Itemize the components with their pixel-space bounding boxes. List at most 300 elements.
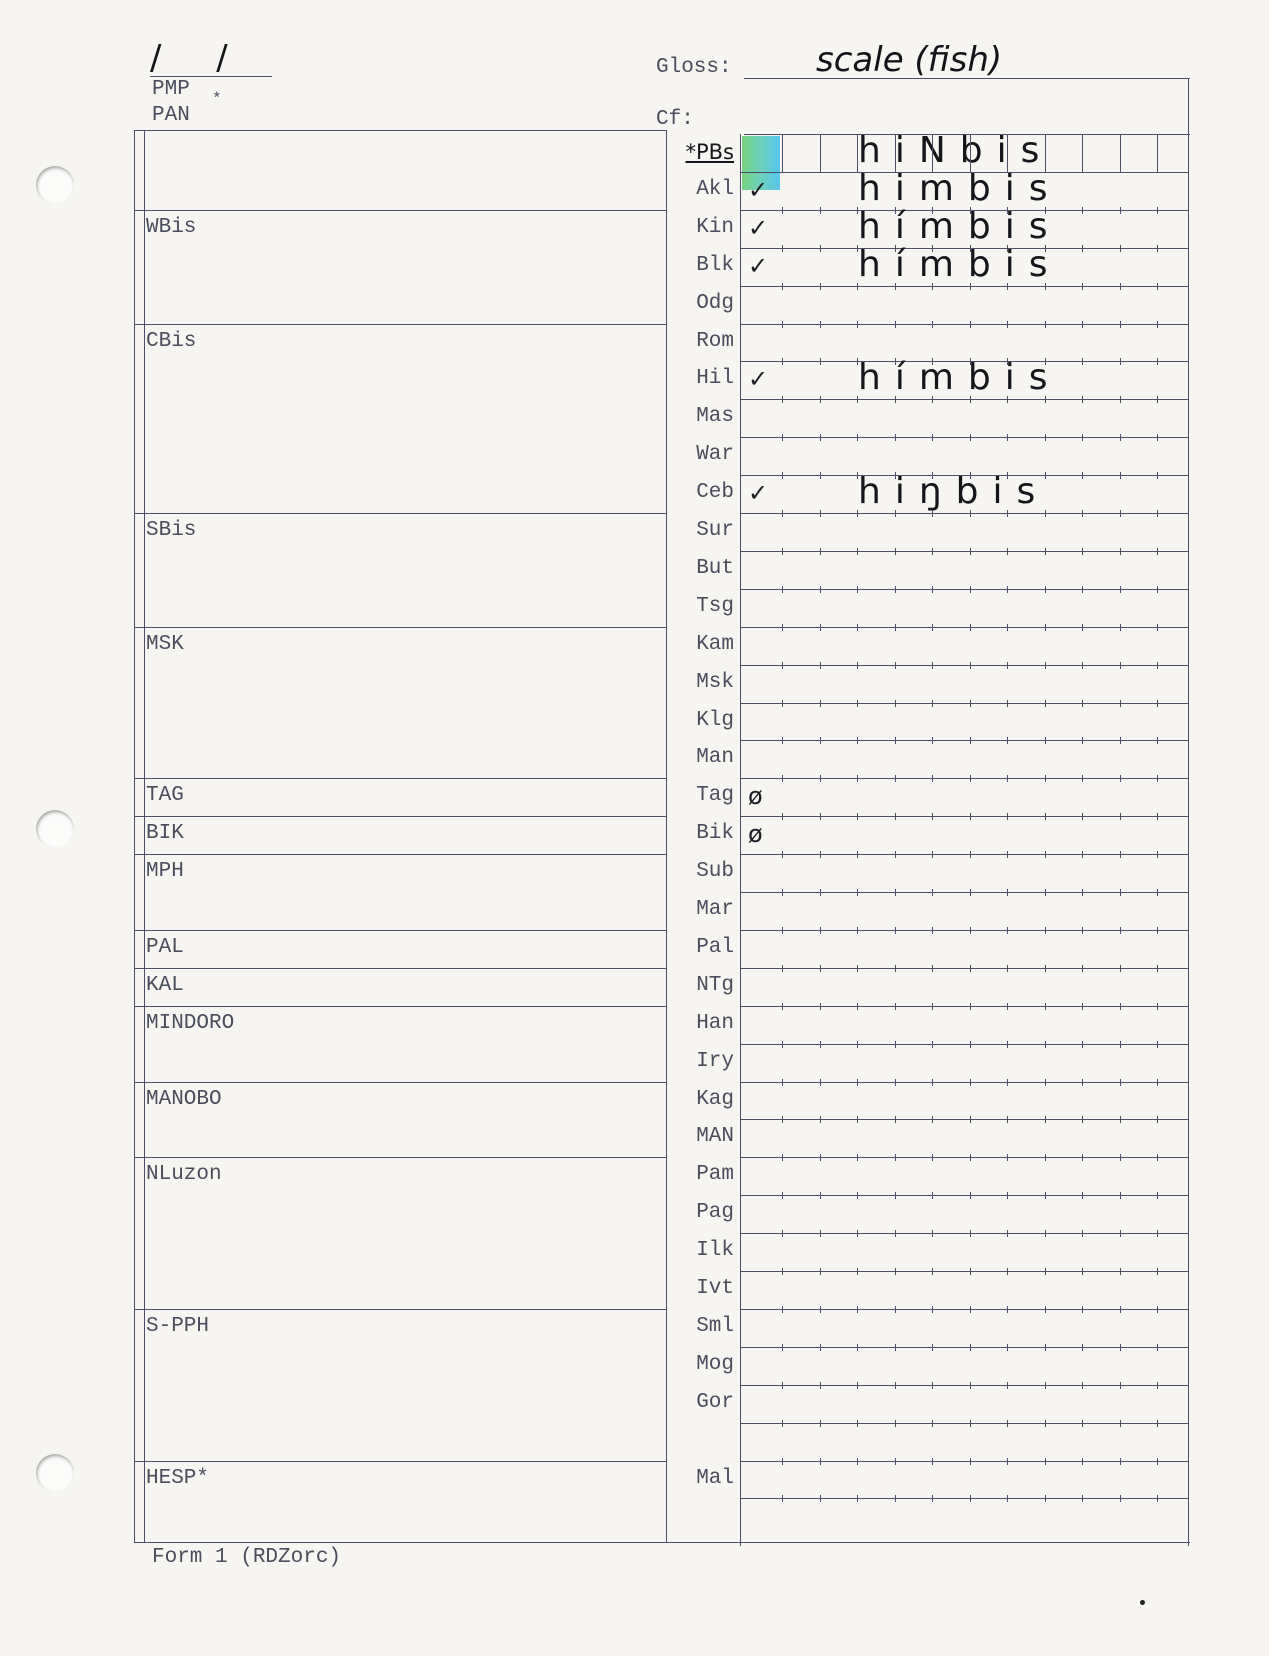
grid-tick bbox=[895, 1154, 896, 1161]
group-separator bbox=[134, 627, 666, 628]
row-code: Gor bbox=[696, 1390, 734, 1414]
row-line bbox=[740, 1044, 1188, 1045]
grid-tick bbox=[1082, 1420, 1083, 1427]
grid-tick bbox=[1082, 586, 1083, 593]
grid-tick bbox=[820, 737, 821, 744]
grid-tick bbox=[1082, 1192, 1083, 1199]
grid-tick bbox=[857, 1079, 858, 1086]
grid-tick bbox=[1045, 662, 1046, 669]
row-line bbox=[740, 892, 1188, 893]
row-code: Blk bbox=[696, 253, 734, 277]
grid-tick bbox=[1120, 1495, 1121, 1502]
grid-tick bbox=[1082, 1154, 1083, 1161]
grid-tick bbox=[1007, 1268, 1008, 1275]
grid-tick bbox=[1157, 358, 1158, 365]
grid-tick bbox=[1120, 134, 1121, 172]
gloss-line bbox=[744, 78, 1190, 79]
group-separator bbox=[134, 210, 666, 211]
grid-tick bbox=[932, 1154, 933, 1161]
grid-tick bbox=[970, 548, 971, 555]
cf-box-right bbox=[1188, 78, 1189, 134]
grid-tick bbox=[895, 283, 896, 290]
grid-tick bbox=[782, 1268, 783, 1275]
grid-tick bbox=[932, 662, 933, 669]
group-separator bbox=[134, 1006, 666, 1007]
grid-tick bbox=[1157, 245, 1158, 252]
row-form: hiŋbis bbox=[858, 471, 1050, 513]
grid-tick bbox=[782, 245, 783, 252]
row-code: But bbox=[696, 556, 734, 580]
row-line bbox=[740, 930, 1188, 931]
row-code: NTg bbox=[696, 973, 734, 997]
grid-tick bbox=[820, 700, 821, 707]
grid-tick bbox=[820, 245, 821, 252]
row-code: Klg bbox=[696, 708, 734, 732]
grid-tick bbox=[782, 624, 783, 631]
grid-tick bbox=[1120, 1306, 1121, 1313]
grid-tick bbox=[782, 1116, 783, 1123]
grid-tick bbox=[820, 624, 821, 631]
row-code: Kin bbox=[696, 215, 734, 239]
grid-tick bbox=[895, 889, 896, 896]
grid-tick bbox=[932, 1344, 933, 1351]
grid-tick bbox=[1007, 1420, 1008, 1427]
grid-tick bbox=[1045, 283, 1046, 290]
grid-tick bbox=[1157, 396, 1158, 403]
grid-tick bbox=[1007, 1154, 1008, 1161]
grid-tick bbox=[1082, 358, 1083, 365]
grid-tick bbox=[782, 1382, 783, 1389]
grid-tick bbox=[782, 1041, 783, 1048]
grid-tick bbox=[782, 1306, 783, 1313]
grid-tick bbox=[1045, 927, 1046, 934]
grid-tick bbox=[1007, 965, 1008, 972]
grid-tick bbox=[1082, 1116, 1083, 1123]
group-separator bbox=[134, 1157, 666, 1158]
row-line bbox=[740, 1347, 1188, 1348]
grid-tick bbox=[820, 1420, 821, 1427]
grid-tick bbox=[1007, 1495, 1008, 1502]
row-code: Odg bbox=[696, 291, 734, 315]
grid-tick bbox=[1120, 700, 1121, 707]
grid-tick bbox=[970, 1116, 971, 1123]
grid-tick bbox=[1120, 965, 1121, 972]
row-form: hímbis bbox=[858, 243, 1062, 285]
grid-tick bbox=[895, 737, 896, 744]
grid-tick bbox=[970, 1192, 971, 1199]
grid-tick bbox=[1157, 586, 1158, 593]
date-underline bbox=[150, 76, 272, 77]
grid-tick bbox=[857, 662, 858, 669]
grid-tick bbox=[895, 1116, 896, 1123]
grid-tick bbox=[782, 813, 783, 820]
group-label: MSK bbox=[146, 632, 184, 656]
row-line bbox=[740, 703, 1188, 704]
grid-tick bbox=[782, 510, 783, 517]
grid-tick bbox=[1045, 1079, 1046, 1086]
group-label: BIK bbox=[146, 822, 184, 846]
grid-tick bbox=[1007, 851, 1008, 858]
grid-tick bbox=[1045, 737, 1046, 744]
grid-tick bbox=[782, 1079, 783, 1086]
grid-tick bbox=[895, 1344, 896, 1351]
grid-tick bbox=[1157, 662, 1158, 669]
grid-tick bbox=[1007, 510, 1008, 517]
group-label: WBis bbox=[146, 215, 197, 239]
grid-tick bbox=[1007, 1458, 1008, 1465]
row-code: *PBs bbox=[685, 140, 734, 164]
grid-tick bbox=[1045, 586, 1046, 593]
grid-tick bbox=[1007, 1230, 1008, 1237]
grid-tick bbox=[932, 737, 933, 744]
grid-tick bbox=[932, 283, 933, 290]
grid-tick bbox=[1157, 1041, 1158, 1048]
group-label: MPH bbox=[146, 860, 184, 884]
grid-tick bbox=[1045, 1382, 1046, 1389]
grid-tick bbox=[1082, 700, 1083, 707]
left-panel-inner bbox=[144, 130, 145, 1542]
row-line bbox=[740, 1082, 1188, 1083]
grid-tick bbox=[820, 1116, 821, 1123]
grid-tick bbox=[1120, 1268, 1121, 1275]
grid-tick bbox=[1007, 1306, 1008, 1313]
row-mark: ✓ bbox=[748, 175, 769, 204]
grid-tick bbox=[820, 965, 821, 972]
row-line bbox=[740, 968, 1188, 969]
row-line bbox=[740, 740, 1188, 741]
grid-tick bbox=[1045, 965, 1046, 972]
row-line bbox=[740, 665, 1188, 666]
grid-tick bbox=[782, 321, 783, 328]
grid-tick bbox=[1157, 1306, 1158, 1313]
grid-tick bbox=[895, 1382, 896, 1389]
grid-tick bbox=[1045, 1230, 1046, 1237]
row-mark: ✓ bbox=[748, 213, 769, 242]
grid-tick bbox=[1007, 1192, 1008, 1199]
row-mark: ø bbox=[748, 820, 763, 849]
grid-tick bbox=[1157, 283, 1158, 290]
grid-tick bbox=[1082, 548, 1083, 555]
grid-tick bbox=[857, 1306, 858, 1313]
grid-tick bbox=[1157, 1495, 1158, 1502]
grid-tick bbox=[932, 1306, 933, 1313]
grid-tick bbox=[1120, 662, 1121, 669]
grid-tick bbox=[1157, 775, 1158, 782]
grid-tick bbox=[1157, 134, 1158, 172]
date-marks: / / bbox=[150, 38, 250, 78]
row-mark: ✓ bbox=[748, 251, 769, 280]
grid-tick bbox=[932, 396, 933, 403]
group-label: MINDORO bbox=[146, 1011, 235, 1035]
grid-tick bbox=[895, 851, 896, 858]
grid-tick bbox=[1157, 1079, 1158, 1086]
grid-tick bbox=[857, 1041, 858, 1048]
grid-tick bbox=[970, 624, 971, 631]
grid-tick bbox=[895, 321, 896, 328]
grid-tick bbox=[1157, 700, 1158, 707]
row-code: Ivt bbox=[696, 1277, 734, 1300]
code-column-right bbox=[740, 134, 741, 1546]
grid-tick bbox=[1120, 1458, 1121, 1465]
grid-tick bbox=[1082, 1230, 1083, 1237]
grid-tick bbox=[1045, 1116, 1046, 1123]
row-line bbox=[740, 399, 1188, 400]
grid-tick bbox=[970, 1154, 971, 1161]
row-code: Akl bbox=[696, 177, 734, 201]
grid-tick bbox=[1120, 813, 1121, 820]
grid-tick bbox=[932, 1116, 933, 1123]
grid-tick bbox=[895, 1041, 896, 1048]
grid-tick bbox=[970, 965, 971, 972]
grid-tick bbox=[895, 1079, 896, 1086]
gloss-value: scale (fish) bbox=[816, 40, 1003, 80]
grid-tick bbox=[820, 775, 821, 782]
grid-tick bbox=[1045, 510, 1046, 517]
group-label: PAL bbox=[146, 935, 184, 959]
row-code: Ceb bbox=[696, 481, 734, 505]
grid-tick bbox=[857, 700, 858, 707]
grid-tick bbox=[857, 737, 858, 744]
row-code: Iry bbox=[696, 1049, 734, 1073]
grid-tick bbox=[970, 1268, 971, 1275]
grid-tick bbox=[932, 700, 933, 707]
grid-tick bbox=[970, 434, 971, 441]
grid-tick bbox=[970, 1079, 971, 1086]
grid-tick bbox=[1007, 1079, 1008, 1086]
row-line bbox=[740, 1006, 1188, 1007]
grid-tick bbox=[782, 548, 783, 555]
grid-tick bbox=[932, 548, 933, 555]
group-separator bbox=[134, 1082, 666, 1083]
grid-tick bbox=[1157, 207, 1158, 214]
grid-tick bbox=[820, 396, 821, 403]
left-panel-outer bbox=[134, 130, 135, 1542]
grid-tick bbox=[1007, 548, 1008, 555]
grid-tick bbox=[1007, 283, 1008, 290]
grid-tick bbox=[895, 662, 896, 669]
grid-tick bbox=[1157, 472, 1158, 479]
group-separator bbox=[134, 324, 666, 325]
grid-tick bbox=[1045, 1306, 1046, 1313]
grid-tick bbox=[970, 1420, 971, 1427]
grid-tick bbox=[1120, 321, 1121, 328]
grid-tick bbox=[1120, 851, 1121, 858]
grid-tick bbox=[782, 927, 783, 934]
row-line bbox=[740, 589, 1188, 590]
grid-tick bbox=[1045, 134, 1046, 172]
grid-tick bbox=[970, 1230, 971, 1237]
row-line bbox=[740, 513, 1188, 514]
grid-tick bbox=[857, 775, 858, 782]
grid-tick bbox=[970, 1003, 971, 1010]
grid-tick bbox=[932, 1420, 933, 1427]
group-separator bbox=[134, 930, 666, 931]
grid-tick bbox=[820, 358, 821, 365]
grid-tick bbox=[857, 434, 858, 441]
group-separator bbox=[134, 1309, 666, 1310]
grid-tick bbox=[820, 1458, 821, 1465]
grid-tick bbox=[895, 927, 896, 934]
grid-tick bbox=[1082, 283, 1083, 290]
grid-tick bbox=[782, 700, 783, 707]
grid-tick bbox=[1120, 434, 1121, 441]
grid-tick bbox=[1157, 624, 1158, 631]
grid-tick bbox=[1157, 1420, 1158, 1427]
grid-tick bbox=[782, 1154, 783, 1161]
row-mark: ø bbox=[748, 782, 763, 811]
grid-tick bbox=[857, 851, 858, 858]
row-code: Mar bbox=[696, 898, 734, 921]
group-label: HESP* bbox=[146, 1466, 210, 1490]
grid-tick bbox=[1120, 889, 1121, 896]
grid-tick bbox=[820, 1079, 821, 1086]
grid-tick bbox=[1045, 548, 1046, 555]
grid-tick bbox=[1007, 700, 1008, 707]
grid-tick bbox=[1045, 434, 1046, 441]
row-line bbox=[740, 551, 1188, 552]
group-separator bbox=[134, 778, 666, 779]
row-line bbox=[740, 286, 1188, 287]
grid-tick bbox=[1045, 775, 1046, 782]
row-code: Han bbox=[696, 1011, 734, 1035]
grid-tick bbox=[895, 396, 896, 403]
grid-tick bbox=[820, 1192, 821, 1199]
grid-tick bbox=[1082, 851, 1083, 858]
grid-tick bbox=[782, 358, 783, 365]
row-mark: ✓ bbox=[748, 479, 769, 508]
grid-tick bbox=[895, 775, 896, 782]
grid-tick bbox=[857, 510, 858, 517]
grid-tick bbox=[932, 1041, 933, 1048]
row-line bbox=[740, 1461, 1188, 1462]
row-line bbox=[740, 816, 1188, 817]
grid-tick bbox=[895, 1458, 896, 1465]
grid-tick bbox=[820, 548, 821, 555]
grid-tick bbox=[1157, 927, 1158, 934]
grid-tick bbox=[932, 965, 933, 972]
grid-tick bbox=[1007, 737, 1008, 744]
group-label: KAL bbox=[146, 973, 184, 997]
grid-tick bbox=[1157, 1344, 1158, 1351]
grid-tick bbox=[895, 1192, 896, 1199]
grid-tick bbox=[857, 813, 858, 820]
grid-tick bbox=[970, 321, 971, 328]
row-line bbox=[740, 778, 1188, 779]
row-line bbox=[740, 1498, 1188, 1499]
form-label: Form 1 (RDZorc) bbox=[152, 1546, 342, 1569]
grid-tick bbox=[1045, 1154, 1046, 1161]
group-separator bbox=[134, 1461, 666, 1462]
grid-tick bbox=[1082, 927, 1083, 934]
row-code: Man bbox=[696, 746, 734, 770]
grid-tick bbox=[1045, 1344, 1046, 1351]
grid-tick bbox=[970, 283, 971, 290]
row-code: Bik bbox=[696, 822, 734, 846]
grid-tick bbox=[1120, 207, 1121, 214]
grid-tick bbox=[1157, 965, 1158, 972]
grid-tick bbox=[1045, 1495, 1046, 1502]
grid-tick bbox=[820, 1268, 821, 1275]
grid-tick bbox=[932, 813, 933, 820]
grid-tick bbox=[895, 624, 896, 631]
grid-tick bbox=[1082, 889, 1083, 896]
grid-tick bbox=[1082, 1306, 1083, 1313]
grid-tick bbox=[1120, 1382, 1121, 1389]
group-label: SBis bbox=[146, 519, 197, 542]
pmp-label: PMP bbox=[152, 78, 190, 101]
grid-tick bbox=[1157, 548, 1158, 555]
grid-tick bbox=[1120, 283, 1121, 290]
grid-tick bbox=[970, 737, 971, 744]
grid-tick bbox=[1007, 1003, 1008, 1010]
grid-tick bbox=[782, 775, 783, 782]
row-code: Mog bbox=[696, 1352, 734, 1376]
asterisk: * bbox=[212, 90, 222, 108]
group-separator bbox=[134, 854, 666, 855]
group-label: MANOBO bbox=[146, 1087, 222, 1111]
grid-tick bbox=[1120, 1154, 1121, 1161]
grid-tick bbox=[782, 965, 783, 972]
row-code: Kag bbox=[696, 1087, 734, 1111]
row-code: Mas bbox=[696, 405, 734, 429]
grid-tick bbox=[1045, 396, 1046, 403]
grid-tick bbox=[857, 1154, 858, 1161]
grid-tick bbox=[932, 1382, 933, 1389]
grid-tick bbox=[820, 134, 821, 172]
grid-tick bbox=[970, 1344, 971, 1351]
grid-tick bbox=[820, 1230, 821, 1237]
grid-tick bbox=[1045, 813, 1046, 820]
grid-tick bbox=[932, 927, 933, 934]
grid-tick bbox=[1157, 1458, 1158, 1465]
grid-tick bbox=[857, 134, 858, 172]
grid-tick bbox=[1157, 434, 1158, 441]
grid-tick bbox=[932, 321, 933, 328]
grid-tick bbox=[932, 775, 933, 782]
group-separator bbox=[134, 816, 666, 817]
grid-tick bbox=[857, 1230, 858, 1237]
grid-tick bbox=[1082, 1079, 1083, 1086]
grid-tick bbox=[857, 1116, 858, 1123]
grid-tick bbox=[1082, 1268, 1083, 1275]
grid-tick bbox=[932, 1230, 933, 1237]
grid-tick bbox=[1082, 510, 1083, 517]
gloss-label: Gloss: bbox=[656, 56, 732, 79]
grid-tick bbox=[970, 851, 971, 858]
grid-tick bbox=[1157, 813, 1158, 820]
row-code: Pam bbox=[696, 1163, 734, 1187]
grid-tick bbox=[1082, 1041, 1083, 1048]
group-separator bbox=[134, 968, 666, 969]
grid-tick bbox=[1007, 1041, 1008, 1048]
grid-tick bbox=[857, 1344, 858, 1351]
grid-tick bbox=[1045, 1192, 1046, 1199]
grid-tick bbox=[820, 813, 821, 820]
grid-tick bbox=[932, 1079, 933, 1086]
grid-tick bbox=[1045, 1458, 1046, 1465]
grid-tick bbox=[1120, 1230, 1121, 1237]
grid-tick bbox=[1157, 889, 1158, 896]
grid-tick bbox=[932, 1268, 933, 1275]
grid-tick bbox=[782, 586, 783, 593]
left-panel-right bbox=[666, 130, 667, 1542]
grid-tick bbox=[1007, 1344, 1008, 1351]
grid-tick bbox=[820, 472, 821, 479]
grid-tick bbox=[1120, 358, 1121, 365]
grid-tick bbox=[932, 1192, 933, 1199]
grid-tick bbox=[1157, 1192, 1158, 1199]
grid-tick bbox=[857, 1268, 858, 1275]
